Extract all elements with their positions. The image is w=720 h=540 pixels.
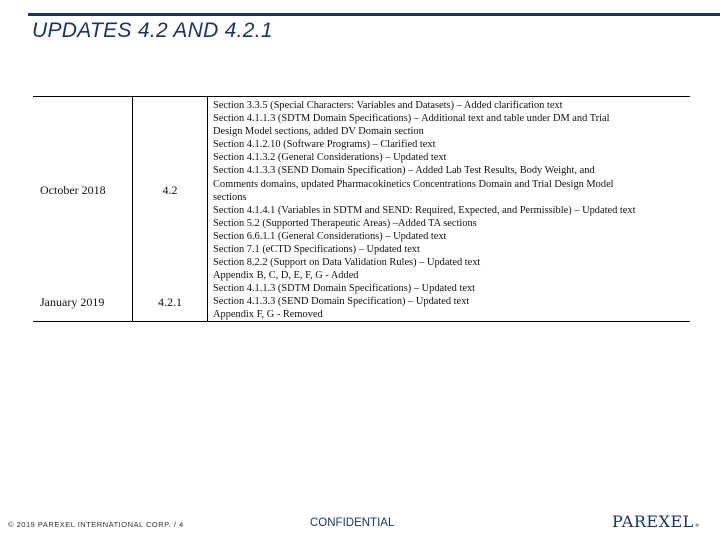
column-divider — [207, 97, 208, 321]
change-line: Section 6.6.1.1 (General Considerations) – Updated text — [213, 230, 447, 242]
title-rule — [28, 13, 720, 16]
row-changes — [213, 99, 635, 282]
change-line: Section 4.1.1.3 (SDTM Domain Specifications) – Updated text — [213, 283, 476, 294]
parexel-logo — [612, 512, 700, 531]
footer-confidential: CONFIDENTIAL — [310, 517, 395, 529]
registered-mark: ® — [694, 523, 701, 529]
row-date: January 2019 — [40, 295, 105, 309]
change-line: Section 4.1.4.1 (Variables in SDTM and SEND: Required, Expected, and Permissible) – Updated text — [213, 204, 636, 216]
change-line: Appendix F, G - Removed — [213, 309, 323, 321]
row-version: 4.2 — [162, 183, 178, 197]
change-line: Comments domains, updated Pharmacokinetics Concentrations Domain and Trial Design Model — [213, 178, 614, 190]
logo-text: PAREXEL — [612, 512, 694, 531]
change-line: Section 4.1.2.10 (Software Programs) – Clarified text — [213, 139, 436, 151]
slide-title: UPDATES 4.2 AND 4.2.1 — [32, 19, 273, 42]
row-version: 4.2.1 — [158, 295, 182, 309]
change-line: Appendix B, C, D, E, F, G - Added — [213, 270, 359, 282]
column-divider — [132, 97, 133, 321]
change-line: Section 3.3.5 (Special Characters: Variables and Datasets) – Added clarification text — [213, 100, 563, 111]
change-line: Section 7.1 (eCTD Specifications) – Updated text — [213, 244, 420, 256]
change-line: Section 4.1.1.3 (SDTM Domain Specifications) – Additional text and table under DM and Trial — [213, 113, 610, 125]
change-line: Section 8.2.2 (Support on Data Validation Rules) – Updated text — [213, 257, 481, 269]
change-line: Section 4.1.3.3 (SEND Domain Specification) – Updated text — [213, 296, 470, 308]
row-changes — [213, 282, 475, 321]
footer-copyright: © 2019 PAREXEL INTERNATIONAL CORP. / 4 — [8, 520, 184, 529]
row-date: October 2018 — [40, 183, 106, 197]
change-line: Section 5.2 (Supported Therapeutic Areas) –Added TA sections — [213, 217, 477, 229]
updates-table — [33, 96, 690, 322]
change-line: Design Model sections, added DV Domain section — [213, 126, 424, 138]
change-line: Section 4.1.3.3 (SEND Domain Specification) – Added Lab Test Results, Body Weight, and — [213, 165, 595, 177]
change-line: sections — [213, 191, 247, 203]
change-line: Section 4.1.3.2 (General Considerations) – Updated text — [213, 152, 447, 164]
